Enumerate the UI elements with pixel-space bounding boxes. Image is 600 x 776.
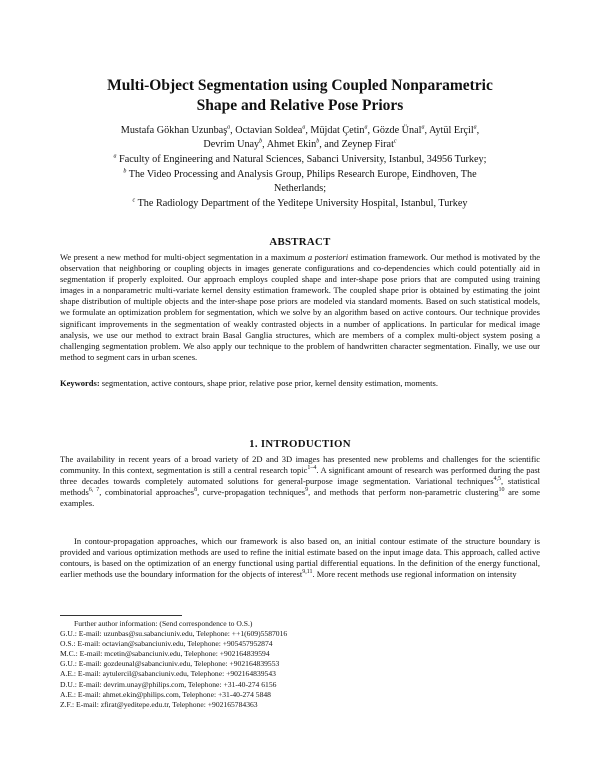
author-name: Aytül Erçil [429, 125, 474, 136]
author-name: Octavian Soldea [235, 125, 303, 136]
body-text: , curve-propagation techniques [197, 487, 306, 498]
affiliation-text: The Video Processing and Analysis Group, Philips Research Europe, Eindhoven, The [128, 168, 477, 180]
abstract-text: estimation framework. Our method is motivated by the observation that neighboring or coupling objects in images generate configurations and co-dependencies which could potentially aid in segmentation if properly exploited. Our approach employs coupled shape and inter-shape pose priors that are computed using training images in a nonparametric multi-variate kernel density estimation framework. The coupled shape prior is obtained by estimating the joint shape distribution of multiple objects and the inter-shape pose priors are modeled via standard moments. Based on such statistical models, we formulate an optimization problem for segmentation, which we solve by an algorithm based on active contours. Our technique provides significant improvements in the segmentation of weakly contrasted objects in a number of applications. In particular for medical image analysis, we use our method to extract brain Basal Ganglia structures, which are members of a complex multi-object system posing a challenging segmentation problem. We also apply our technique to the problem of handwritten character segmentation. Finally, we use our method to segment cars in urban scenes. [60, 252, 540, 362]
affiliation-mark: c [393, 138, 397, 145]
author-line-1 [60, 124, 540, 138]
author-separator: , [367, 125, 373, 136]
citation-ref: 9 [305, 487, 309, 494]
author-separator: , and [319, 139, 342, 150]
keywords-text: segmentation, active contours, shape prior, relative pose prior, kernel density estimation, moments. [99, 378, 438, 388]
author-separator: , [305, 125, 311, 136]
body-text: , combinatorial approaches [99, 487, 195, 498]
affiliation-list [60, 153, 540, 211]
abstract-text: We present a new method for multi-object segmentation in a maximum [60, 252, 308, 262]
affiliation-mark: b [123, 168, 127, 175]
abstract-paragraph [60, 252, 540, 363]
author-name: Ahmet Ekin [266, 139, 317, 150]
author-name: Müjdat Çetin [310, 125, 365, 136]
affiliation-mark: a [227, 124, 231, 131]
title-line-1: Multi-Object Segmentation using Coupled Nonparametric [107, 77, 493, 94]
affiliation-mark: b [259, 138, 263, 145]
introduction-heading: 1. INTRODUCTION [249, 438, 351, 450]
affiliation-mark: b [316, 138, 320, 145]
citation-ref: 4,5 [493, 476, 501, 483]
affiliation-mark: c [132, 197, 136, 204]
affiliation-c [60, 197, 540, 212]
body-text: . More recent methods use regional information on intensity [312, 569, 517, 580]
footnote-line: A.E.: E-mail: aytulercil@sabanciuniv.edu, Telephone: +902164839543 [60, 669, 276, 679]
citation-ref: 6, 7 [88, 487, 100, 494]
affiliation-text: The Radiology Department of the Yeditepe University Hospital, Istanbul, Turkey [137, 197, 468, 209]
paper-title [60, 76, 540, 116]
affiliation-b-continued: Netherlands; [273, 183, 327, 194]
affiliation-text: Faculty of Engineering and Natural Sciences, Sabanci University, Istanbul, 34956 Turkey; [119, 154, 487, 165]
citation-ref: 10 [498, 487, 505, 494]
author-line-2 [60, 138, 540, 152]
abstract-italic-term: a posteriori [307, 252, 349, 262]
author-separator: , [230, 125, 236, 136]
affiliation-mark: a [113, 153, 117, 160]
footnote-line: D.U.: E-mail: devrim.unay@philips.com, Telephone: +31-40-274 6156 [60, 679, 277, 689]
introduction-paragraph-1 [60, 454, 540, 509]
author-separator: , [476, 125, 480, 136]
footnote-line: O.S.: E-mail: octavian@sabanciuniv.edu, Telephone: +905457952874 [60, 639, 273, 649]
body-text: In contour-propagation approaches, which our framework is also based on, an initial contour estimate of the structure boundary is provided and various optimization methods are used to refine the initial estimate based on the input image data. This approach, called active contours, is based on the optimization of an energy functional using partial differential equations. In the definition of the energy functional, earlier methods use the boundary information for the objects of interest [60, 536, 540, 580]
footnote-line: Z.F.: E-mail: zfirat@yeditepe.edu.tr, Telephone: +902165784363 [60, 699, 258, 709]
introduction-paragraph-2 [60, 536, 540, 580]
body-text: , statistical methods [60, 476, 540, 498]
body-text: , and methods that perform non-parametric clustering [308, 487, 499, 498]
affiliation-b [60, 168, 540, 183]
footnote-intro: Further author information: (Send correspondence to O.S.) [74, 619, 253, 628]
author-separator: , [262, 139, 267, 150]
author-name: Mustafa Gökhan Uzunbaş [120, 125, 228, 136]
affiliation-mark: a [421, 124, 425, 131]
keywords-label: Keywords: [60, 378, 100, 388]
author-list [60, 124, 540, 152]
citation-ref: 8 [194, 487, 198, 494]
footnotes [60, 619, 540, 710]
abstract-heading: ABSTRACT [269, 236, 331, 248]
citation-ref: 9,11 [302, 569, 313, 576]
footnote-line: M.C.: E-mail: mcetin@sabanciuniv.edu, Telephone: +902164839594 [60, 649, 270, 659]
footnote-line: G.U.: E-mail: uzunbas@su.sabanciuniv.edu, Telephone: ++1(609)5587016 [60, 629, 288, 639]
body-text: . A significant amount of research was performed during the past three decades towards completely automated solutions for general-purpose image segmentation. Variational techniques [60, 465, 541, 487]
footnote-line: G.U.: E-mail: gozdeunal@sabanciuniv.edu, Telephone: +902164839553 [60, 659, 280, 669]
author-separator: , [424, 125, 430, 136]
title-line-2: Shape and Relative Pose Priors [196, 97, 404, 114]
author-name: Gözde Ünal [372, 125, 422, 136]
affiliation-mark: a [364, 124, 368, 131]
author-name: Zeynep Firat [341, 139, 394, 150]
footnote-line: A.E.: E-mail: ahmet.ekin@philips.com, Telephone: +31-40-274 5848 [60, 689, 271, 699]
affiliation-mark: a [302, 124, 306, 131]
body-text: are some examples. [60, 487, 541, 509]
author-name: Devrim Unay [203, 139, 260, 150]
footnote-rule [60, 615, 182, 616]
body-text: The availability in recent years of a broad variety of 2D and 3D images has presented new problems and challenges for the scientific community. In this context, segmentation is still a central research topic [60, 454, 540, 476]
affiliation-mark: a [473, 124, 477, 131]
affiliation-a [60, 153, 540, 168]
keywords-line [60, 378, 540, 389]
citation-ref: 1–4 [307, 465, 317, 472]
